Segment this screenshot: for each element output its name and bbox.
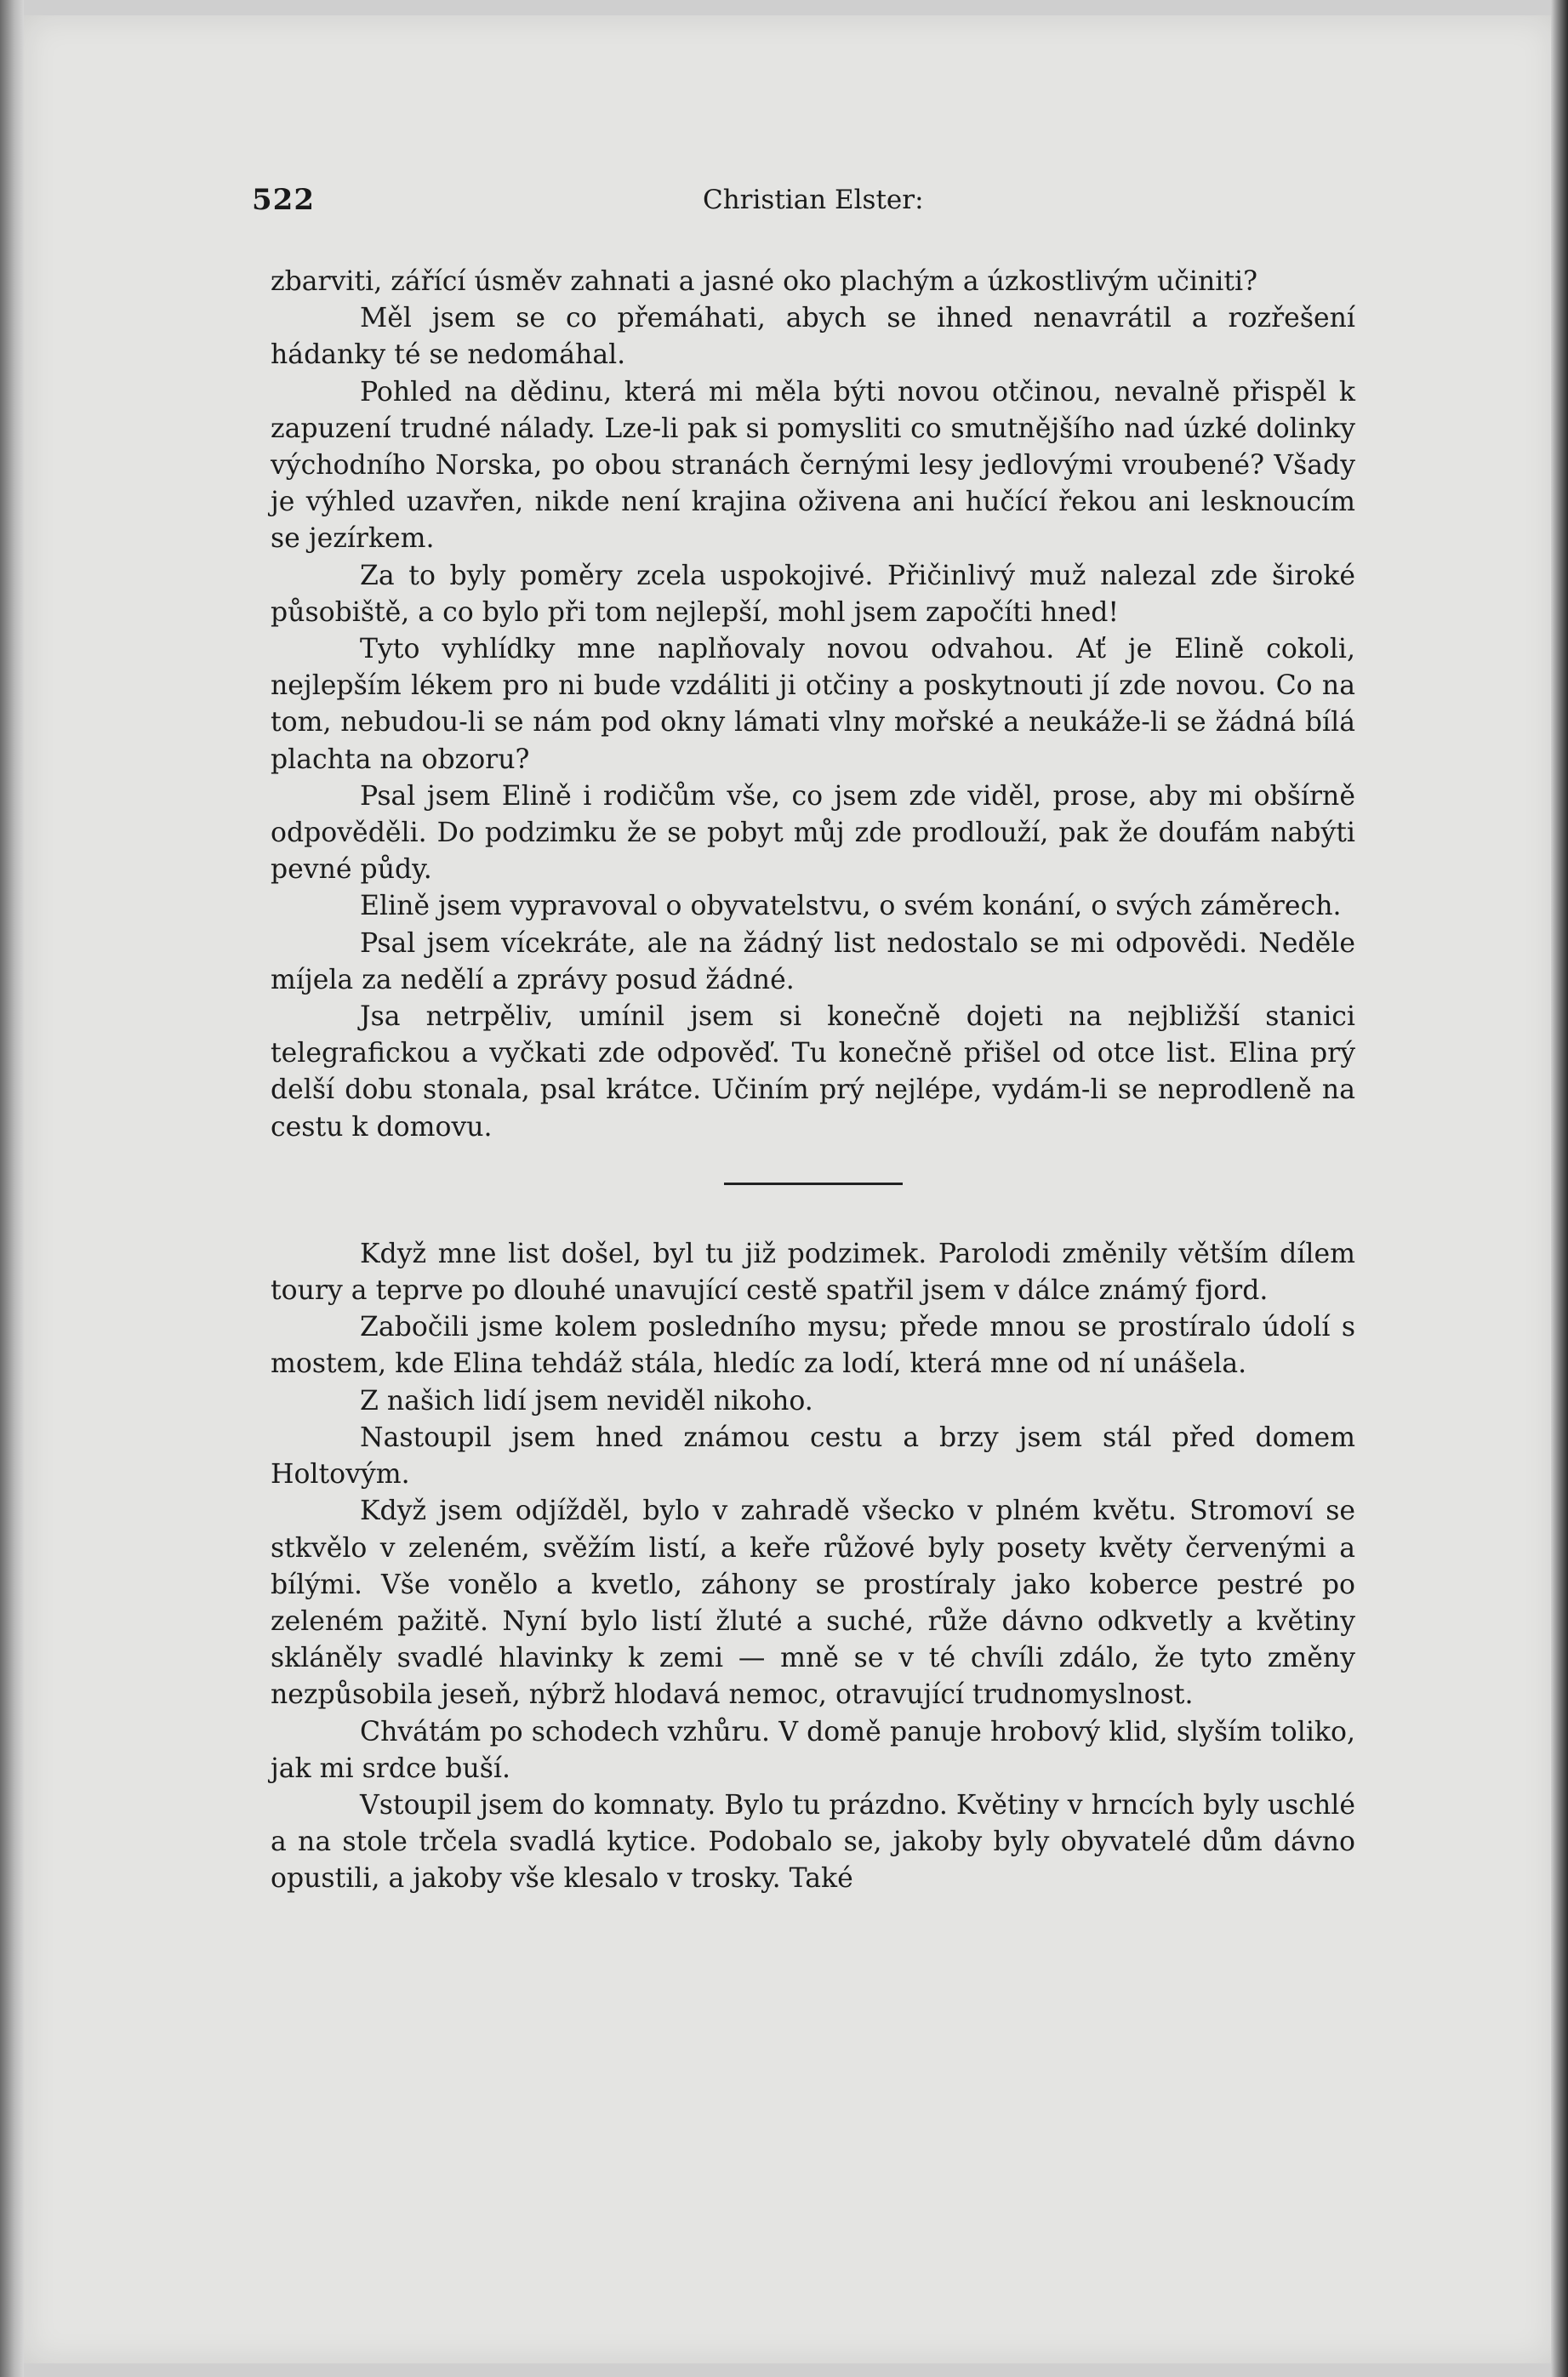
body-text <box>271 264 1355 1898</box>
paragraph: Tyto vyhlídky mne naplňovaly novou odvahou. Ať je Elině cokoli, nejlepším lékem pro ni bude vzdáliti ji otčiny a poskytnouti jí zde novou. Co na tom, nebudou-li se nám pod okny lámati vlny mořské a neukáže-li se žádná bílá plachta na obzoru? <box>271 634 1355 775</box>
section-divider <box>724 1183 903 1185</box>
paragraph: Psal jsem Elině i rodičům vše, co jsem zde viděl, prose, aby mi obšírně odpověděli. Do podzimku že se pobyt můj zde prodlouží, pak že doufám nabýti pevné půdy. <box>271 780 1355 886</box>
paragraph: Nastoupil jsem hned známou cestu a brzy jsem stál před domem Holtovým. <box>271 1422 1355 1491</box>
paragraph: Jsa netrpěliv, umínil jsem si konečně dojeti na nejbližší stanici telegrafickou a vyčkati zde odpověď. Tu konečně přišel od otce list. Elina prý delší dobu stonala, psal krátce. Učiním prý nejlépe, vydám-li se neprodleně na cestu k domovu. <box>271 1001 1355 1143</box>
book-edge-shadow-right <box>1551 0 1568 2377</box>
running-head: Christian Elster: <box>703 185 924 215</box>
paragraph: Za to byly poměry zcela uspokojivé. Přičinlivý muž nalezal zde široké působiště, a co bylo při tom nejlepší, mohl jsem započíti hned! <box>271 560 1355 628</box>
page-number: 522 <box>252 183 315 217</box>
paragraph: Vstoupil jsem do komnaty. Bylo tu prázdno. Květiny v hrncích byly uschlé a na stole trčela svadlá kytice. Podobalo se, jakoby byly obyvatelé dům dávno opustili, a jakoby vše klesalo v trosky. Také <box>271 1789 1355 1895</box>
paragraph: Když jsem odjížděl, bylo v zahradě všecko v plném květu. Stromoví se stkvělo v zeleném, svěžím listí, a keře růžové byly posety květy červenými a bílými. Vše vonělo a kvetlo, záhony se prostíraly jako koberce pestré po zeleném pažitě. Nyní bylo listí žluté a suché, růže dávno odkvetly a květiny skláněly svadlé hlavinky k zemi — mně se v té chvíli zdálo, že tyto změny nezpůsobila jeseň, nýbrž hlodavá nemoc, otravující trudnomyslnost. <box>271 1496 1355 1711</box>
paragraph: Zabočili jsme kolem posledního mysu; přede mnou se prostíralo údolí s mostem, kde Elina tehdáž stála, hledíc za lodí, která mne od ní unášela. <box>271 1312 1355 1380</box>
paragraph: Psal jsem vícekráte, ale na žádný list nedostalo se mi odpovědi. Neděle míjela za nedělí a zprávy posud žádné. <box>271 927 1355 995</box>
paragraph: zbarviti, zářící úsměv zahnati a jasné oko plachým a úzkostlivým učiniti? <box>271 266 1257 297</box>
paragraph: Z našich lidí jsem neviděl nikoho. <box>360 1385 813 1417</box>
page-header <box>252 183 1358 225</box>
paragraph: Když mne list došel, byl tu již podzimek. Parolodi změnily větším dílem toury a teprve po dlouhé unavující cestě spatřil jsem v dálce známý fjord. <box>271 1238 1355 1307</box>
book-spine-shadow-left <box>0 0 24 2377</box>
paragraph: Pohled na dědinu, která mi měla býti novou otčinou, nevalně přispěl k zapuzení trudné nálady. Lze-li pak si pomysliti co smutnějšího nad úzké dolinky východního Norska, po obou stranách černými lesy jedlovými vroubené? Všady je výhled uzavřen, nikde není krajina oživena ani hučící řekou ani lesknoucím se jezírkem. <box>271 376 1355 555</box>
paragraph: Měl jsem se co přemáhati, abych se ihned nenavrátil a rozřešení hádanky té se nedomáhal. <box>271 303 1355 371</box>
paragraph: Chvátám po schodech vzhůru. V domě panuje hrobový klid, slyším toliko, jak mi srdce buší. <box>271 1716 1355 1784</box>
paragraph: Elině jsem vypravoval o obyvatelstvu, o svém konání, o svých záměrech. <box>360 891 1342 922</box>
